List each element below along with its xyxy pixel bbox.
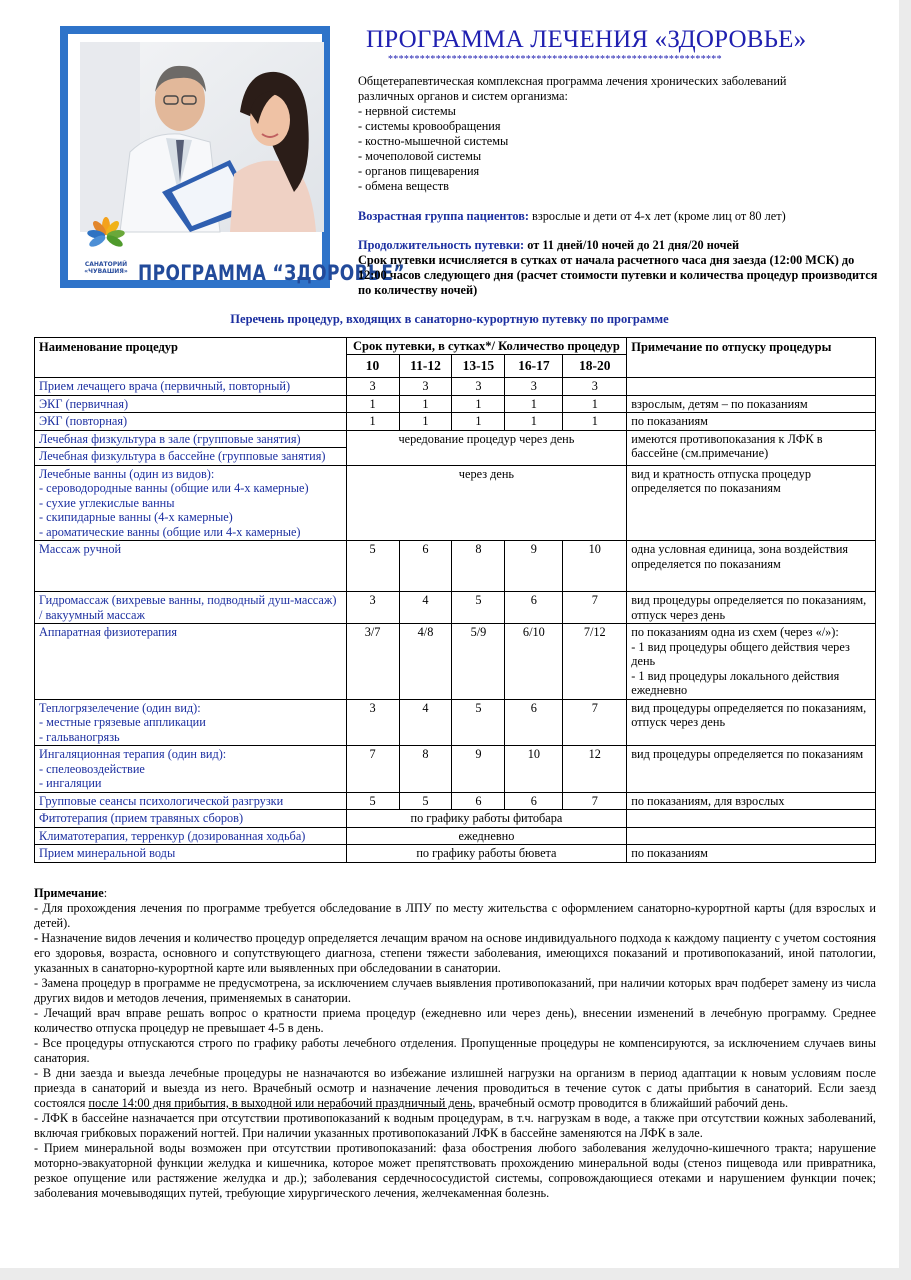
table-row [35, 845, 876, 863]
notes-section [34, 886, 876, 1201]
procedure-count: 5/9 [452, 624, 505, 700]
procedure-count: 3 [346, 592, 399, 624]
procedure-count: 8 [399, 746, 452, 793]
procedure-name: Прием минеральной воды [35, 845, 347, 863]
intro-block [358, 74, 878, 194]
procedure-count: 5 [346, 792, 399, 810]
procedure-count: 6/10 [505, 624, 563, 700]
procedure-note: вид процедуры определяется по показаниям, отпуск через день [627, 592, 876, 624]
procedure-count: 3 [563, 378, 627, 396]
sanatorium-logo [78, 216, 134, 278]
procedure-count: 5 [452, 592, 505, 624]
system-item: - нервной системы [358, 104, 456, 118]
procedure-count: 3 [399, 378, 452, 396]
system-item: - мочеполовой системы [358, 149, 482, 163]
note-item: - Все процедуры отпускаются строго по графику работы лечебного отделения. Пропущенные процедуры не компенсируются, за исключением случаев вины санатория. [34, 1036, 876, 1065]
procedure-count: 1 [505, 413, 563, 431]
note-line: - 1 вид процедуры общего действия через день [631, 639, 850, 668]
procedure-count: 1 [452, 395, 505, 413]
procedure-schedule: по графику работы фитобара [346, 810, 627, 828]
col-header-note: Примечание по отпуску процедуры [627, 338, 876, 378]
procedure-schedule: по графику работы бювета [346, 845, 627, 863]
procedure-note [627, 624, 876, 700]
promo-title: ПРОГРАММА “ЗДОРОВЬЕ” [138, 261, 405, 286]
age-group [358, 209, 878, 224]
procedure-name [35, 699, 347, 746]
col-header-term: Срок путевки, в сутках*/ Количество процедур [346, 338, 627, 355]
procedure-count: 9 [452, 746, 505, 793]
procedure-count: 3 [452, 378, 505, 396]
procedure-line: - спелеовоздействие [39, 761, 145, 776]
note-line: по показаниям одна из схем (через «/»): [631, 625, 839, 639]
procedure-name: Климатотерапия, терренкур (дозированная ходьба) [35, 827, 347, 845]
table-row [35, 378, 876, 396]
procedure-count: 3 [505, 378, 563, 396]
table-row [35, 624, 876, 700]
procedure-line: Ингаляционная терапия (один вид): [39, 747, 227, 761]
procedures-table [34, 337, 876, 863]
procedure-name: Групповые сеансы психологической разгрузки [35, 792, 347, 810]
intro-line: различных органов и систем организма: [358, 89, 568, 103]
procedure-name [35, 746, 347, 793]
page-title: ПРОГРАММА ЛЕЧЕНИЯ «ЗДОРОВЬЕ» [366, 26, 807, 53]
procedure-count: 1 [505, 395, 563, 413]
procedure-note: одна условная единица, зона воздействия определяется по показаниям [627, 541, 876, 592]
procedure-count: 6 [399, 541, 452, 592]
procedure-name: Прием лечащего врача (первичный, повторный) [35, 378, 347, 396]
procedure-count: 5 [399, 792, 452, 810]
procedure-count: 8 [452, 541, 505, 592]
procedure-count: 6 [505, 592, 563, 624]
procedure-count: 4/8 [399, 624, 452, 700]
procedure-line: - сухие углекислые ванны [39, 495, 175, 510]
procedure-note [627, 378, 876, 396]
table-row [35, 592, 876, 624]
system-item: - органов пищеварения [358, 164, 480, 178]
procedure-note: вид процедуры определяется по показаниям, отпуск через день [627, 699, 876, 746]
procedure-count: 4 [399, 592, 452, 624]
system-item: - обмена веществ [358, 179, 449, 193]
procedure-note: вид и кратность отпуска процедур определяется по показаниям [627, 465, 876, 541]
duration-col: 16-17 [505, 355, 563, 378]
note-item: - Прием минеральной воды возможен при отсутствии противопоказаний: фаза обострения любого заболевания желудочно-кишечного тракта; нарушение моторно-эвакуаторной функции желудка и кишечника, которое может препятствовать прохождению минеральной воды (стеноз пищевода или привратника, резкое опущение или растяжение желудка и др.); заболевания сердечнососудистой системы, сопровождающиеся отеками и нарушением функции почек; заболевания мочевыводящих путей, требующие хирургического лечения, желчекаменная болезнь. [34, 1141, 876, 1200]
notes-heading [34, 886, 876, 901]
table-row [35, 430, 876, 465]
procedure-schedule: ежедневно [346, 827, 627, 845]
table-row [35, 792, 876, 810]
procedure-count: 3 [346, 699, 399, 746]
table-row [35, 699, 876, 746]
procedure-name: Фитотерапия (прием травяных сборов) [35, 810, 347, 828]
procedure-count: 5 [452, 699, 505, 746]
duration-block [358, 238, 880, 298]
procedure-count: 7 [346, 746, 399, 793]
table-row [35, 827, 876, 845]
procedure-count: 3/7 [346, 624, 399, 700]
duration-value: от 11 дней/10 ночей до 21 дня/20 ночей [524, 238, 740, 252]
procedure-count: 1 [563, 395, 627, 413]
procedure-line: Теплогрязелечение (один вид): [39, 700, 201, 715]
procedure-note: по показаниям [627, 413, 876, 431]
col-header-name: Наименование процедур [35, 338, 347, 378]
procedure-name: ЭКГ (первичная) [35, 395, 347, 413]
title-stars: *************************************************************** [388, 54, 722, 65]
logo-line2: «ЧУВАШИЯ» [84, 268, 128, 275]
procedure-count: 6 [505, 792, 563, 810]
procedure-name-pool: Лечебная физкультура в бассейне (групповые занятия) [39, 449, 326, 463]
procedure-count: 1 [346, 413, 399, 431]
note-underlined-text: после 14:00 дня прибытия, в выходной или нерабочий праздничный день [88, 1096, 473, 1110]
procedure-count: 9 [505, 541, 563, 592]
procedure-count: 10 [505, 746, 563, 793]
procedure-line: - местные грязевые аппликации [39, 715, 206, 729]
procedure-schedule: чередование процедур через день [346, 430, 627, 465]
table-header-row [35, 338, 876, 355]
procedure-name [35, 465, 347, 541]
table-row [35, 465, 876, 541]
procedure-line: - ароматические ванны (общие или 4-х камерные) [39, 524, 301, 539]
procedure-count: 7 [563, 592, 627, 624]
procedure-count: 12 [563, 746, 627, 793]
age-value: взрослые и дети от 4-х лет (кроме лиц от 80 лет) [528, 209, 786, 223]
procedure-count: 1 [452, 413, 505, 431]
procedure-count: 6 [452, 792, 505, 810]
note-text: - В дни заезда и выезда лечебные процедуры не назначаются во избежание излишней нагрузки на организм в период адаптации к новым условиям после приезда в санаторий и выезда из него. Врачебный осмотр и назначение лечения проводиться в течение суток с даты прибытия в санаторий. Если заезд состоялся [34, 1066, 876, 1110]
procedure-line: - сероводородные ванны (общие или 4-х камерные) [39, 481, 309, 495]
procedure-name [35, 430, 347, 465]
procedure-count: 6 [505, 699, 563, 746]
procedure-count: 10 [563, 541, 627, 592]
procedure-name-hall: Лечебная физкультура в зале (групповые занятия) [35, 431, 346, 449]
note-item: - Замена процедур в программе не предусмотрена, за исключением случаев выявления противопоказаний, при наличии которых врач подберет замену из числа других видов и методов лечения, применяемых в санатории. [34, 976, 876, 1005]
table-row [35, 746, 876, 793]
table-row [35, 413, 876, 431]
note-item [34, 1066, 876, 1111]
procedure-count: 7 [563, 792, 627, 810]
procedure-count: 7 [563, 699, 627, 746]
procedure-count: 1 [563, 413, 627, 431]
intro-line: Общетерапевтическая комплексная программа лечения хронических заболеваний [358, 74, 787, 88]
duration-col: 13-15 [452, 355, 505, 378]
procedure-name: Гидромассаж (вихревые ванны, подводный душ-массаж) / вакуумный массаж [35, 592, 347, 624]
procedures-list-title: Перечень процедур, входящих в санаторно-курортную путевку по программе [230, 312, 669, 326]
procedure-note: по показаниям, для взрослых [627, 792, 876, 810]
procedure-name: ЭКГ (повторная) [35, 413, 347, 431]
table-row [35, 395, 876, 413]
procedure-count: 1 [346, 395, 399, 413]
duration-text: Срок путевки исчисляется в сутках от начала расчетного часа дня заезда (12:00 МСК) до 12:00 часов следующего дня (расчет стоимости путевки и количества процедур производится по количеству ночей) [358, 253, 878, 297]
table-row [35, 541, 876, 592]
duration-col: 11-12 [399, 355, 452, 378]
note-text: Назначение видов лечения и количество процедур определяется лечащим врачом на основе индивидуального подхода к каждому пациенту с учетом состояния его здоровья, возраста, основного и сопутствующего диагноза, степени тяжести заболевания, имеющихся показаний и противопоказаний, иной патологии, указанных в санаторно-курортной карте или выявленных при обследовании в санатории. [34, 931, 876, 975]
duration-col: 10 [346, 355, 399, 378]
procedure-count: 3 [346, 378, 399, 396]
procedure-line: Лечебные ванны (один из видов): [39, 466, 215, 481]
procedure-count: 4 [399, 699, 452, 746]
system-item: - костно-мышечной системы [358, 134, 509, 148]
procedure-count: 5 [346, 541, 399, 592]
age-label: Возрастная группа пациентов: [358, 209, 529, 223]
procedure-note [627, 827, 876, 845]
procedure-count: 7/12 [563, 624, 627, 700]
note-item: - Лечащий врач вправе решать вопрос о кратности приема процедур (ежедневно или через день), внесении изменений в лечебную программу. Среднее количество отпуска процедур не превышает 4-5 в день. [34, 1006, 876, 1035]
note-item: - Для прохождения лечения по программе требуется обследование в ЛПУ по месту жительства с оформлением санаторно-курортной карты (для взрослых и детей). [34, 901, 876, 930]
procedure-line: - скипидарные ванны (4-х камерные) [39, 510, 233, 524]
procedure-name: Массаж ручной [35, 541, 347, 592]
procedure-line: - ингаляции [39, 776, 102, 790]
table-row [35, 810, 876, 828]
procedure-name: Аппаратная физиотерапия [35, 624, 347, 700]
note-item: - Назначение видов лечения и количество процедур определяется лечащим врачом на основе индивидуального подхода к каждому пациенту с учетом состояния его здоровья, возраста, основного и сопутствующего диагноза, степени тяжести заболевания, имеющихся показаний и противопоказаний, иной патологии, указанных в санаторно-курортной карте или выявленных при обследовании в санатории. [34, 931, 876, 975]
procedure-count: 1 [399, 395, 452, 413]
procedure-count: 1 [399, 413, 452, 431]
duration-col: 18-20 [563, 355, 627, 378]
procedure-line: - гальваногрязь [39, 729, 120, 744]
procedure-note [627, 810, 876, 828]
duration-label: Продолжительность путевки: [358, 238, 525, 252]
procedure-note: вид процедуры определяется по показаниям [627, 746, 876, 793]
procedure-schedule: через день [346, 465, 627, 541]
procedure-note: имеются противопоказания к ЛФК в бассейне (см.примечание) [627, 430, 876, 465]
procedure-note: по показаниям [627, 845, 876, 863]
procedure-note: взрослым, детям – по показаниям [627, 395, 876, 413]
note-item: - ЛФК в бассейне назначается при отсутствии противопоказаний к водным процедурам, в т.ч. нагрузкам в воде, а также при отсутствии кожных заболеваний, включая грибковых поражений ногтей. При наличии указанных противопоказаний ЛФК в бассейне заменяются на ЛФК в зале. [34, 1111, 876, 1140]
system-item: - системы кровообращения [358, 119, 501, 133]
flower-logo-icon [86, 216, 126, 256]
logo-line1: САНАТОРИЙ [84, 261, 128, 268]
notes-colon: : [103, 886, 108, 900]
note-line: - 1 вид процедуры локального действия ежедневно [631, 668, 840, 697]
doctor-patient-photo [80, 42, 324, 232]
note-text: , врачебный осмотр проводится в ближайший рабочий день. [472, 1096, 789, 1110]
notes-title: Примечание [34, 886, 104, 900]
